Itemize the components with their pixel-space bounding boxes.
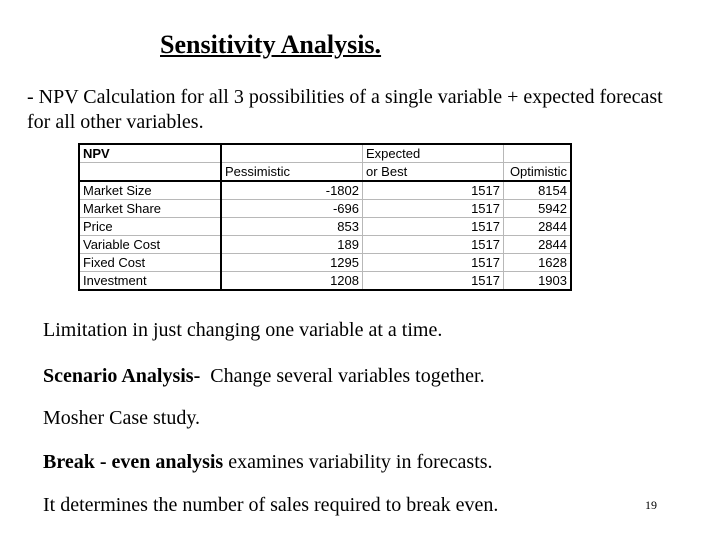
row-label: Variable Cost [79, 236, 221, 254]
table-corner-label: NPV [79, 144, 221, 163]
table-header-cell [504, 144, 572, 163]
cell-pessimistic: 853 [221, 218, 363, 236]
table-header-row [79, 144, 571, 163]
scenario-analysis-text: Change several variables together. [200, 365, 485, 387]
table-header-cell: Pessimistic [221, 163, 363, 182]
break-even-text: examines variability in forecasts. [223, 451, 493, 473]
cell-pessimistic: -1802 [221, 181, 363, 200]
cell-optimistic: 2844 [504, 218, 572, 236]
cell-optimistic: 2844 [504, 236, 572, 254]
cell-optimistic: 5942 [504, 200, 572, 218]
cell-optimistic: 8154 [504, 181, 572, 200]
table-header-cell [221, 144, 363, 163]
scenario-analysis-heading: Scenario Analysis- [43, 365, 201, 387]
break-even-line [43, 450, 493, 474]
break-even-heading: Break - even analysis [43, 451, 224, 473]
table-row [79, 200, 571, 218]
row-label: Price [79, 218, 221, 236]
cell-expected: 1517 [363, 218, 504, 236]
cell-pessimistic: 1295 [221, 254, 363, 272]
cell-expected: 1517 [363, 254, 504, 272]
table-row [79, 218, 571, 236]
limitation-text: Limitation in just changing one variable at a time. [43, 319, 443, 341]
table-header-cell: Optimistic [504, 163, 572, 182]
cell-optimistic: 1628 [504, 254, 572, 272]
page-number: 19 [645, 498, 657, 512]
determines-text: It determines the number of sales required to break even. [43, 494, 499, 516]
scenario-analysis-line [43, 364, 485, 388]
mosher-case-text: Mosher Case study. [43, 407, 201, 429]
cell-pessimistic: 189 [221, 236, 363, 254]
cell-expected: 1517 [363, 181, 504, 200]
row-label: Market Size [79, 181, 221, 200]
cell-expected: 1517 [363, 236, 504, 254]
cell-expected: 1517 [363, 272, 504, 291]
slide-title: Sensitivity Analysis. [160, 30, 382, 59]
npv-table [78, 143, 572, 291]
row-label: Investment [79, 272, 221, 291]
intro-text: - NPV Calculation for all 3 possibilities of a single variable + expected forecast for all other variables. [27, 86, 663, 133]
cell-pessimistic: 1208 [221, 272, 363, 291]
table-header-cell: or Best [363, 163, 504, 182]
row-label: Fixed Cost [79, 254, 221, 272]
table-header-row [79, 163, 571, 182]
table-header-cell: Expected [363, 144, 504, 163]
row-label: Market Share [79, 200, 221, 218]
cell-optimistic: 1903 [504, 272, 572, 291]
table-row [79, 254, 571, 272]
cell-pessimistic: -696 [221, 200, 363, 218]
cell-expected: 1517 [363, 200, 504, 218]
table-row [79, 272, 571, 291]
table-row [79, 236, 571, 254]
table-row [79, 181, 571, 200]
table-header-cell [79, 163, 221, 182]
